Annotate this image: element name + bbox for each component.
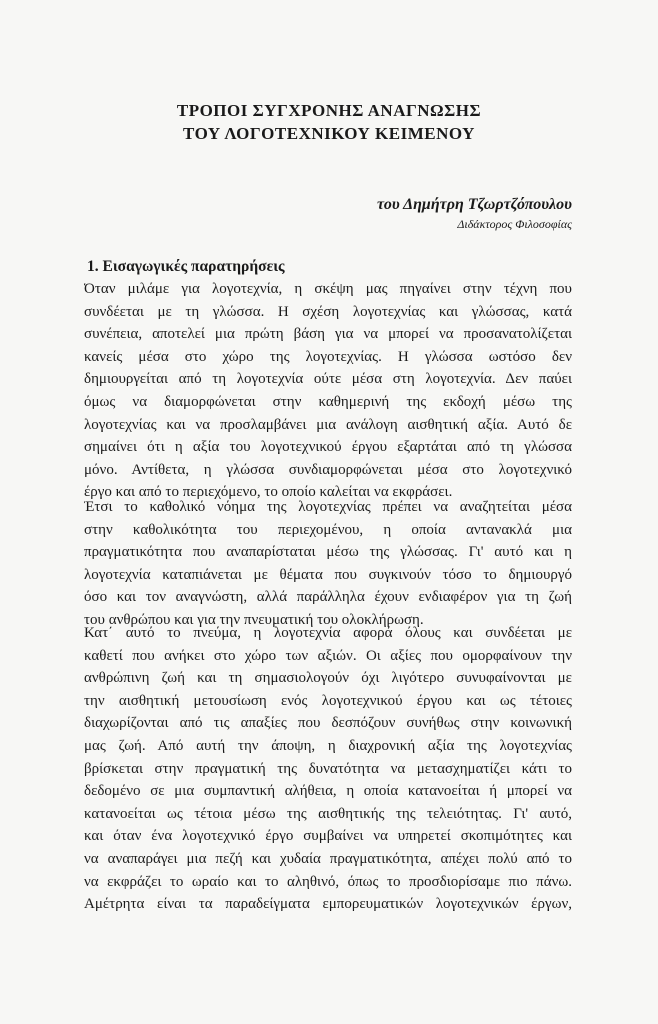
text-line: και όταν ένα λογοτεχνικό έργο συμβαίνει να υπηρετεί σκοπιμότητες και — [84, 828, 572, 845]
text-line: διαχωρίζονται από τις απαξίες που δεσπόζουν συνήθως στην κοινωνική — [84, 715, 572, 732]
text-line: βρίσκεται στην πραγματική της δυνατότητα να μετασχηματίζει κάτι το — [84, 760, 572, 777]
text-line: μας ζωή. Από αυτή την άποψη, η διαχρονική αξία της λογοτεχνίας — [84, 737, 572, 754]
text-line: Αμέτρητα είναι τα παραδείγματα εμπορευματικών λογοτεχνικών έργων, — [84, 896, 572, 913]
author-name: του Δημήτρη Τζωρτζόπουλου — [377, 196, 572, 213]
text-line: την αισθητική μετουσίωση ενός λογοτεχνικού έργου και ως τέτοιες — [84, 692, 572, 709]
text-line: έργο και από το περιεχόμενο, το οποίο καλείται να εκφράσει. — [84, 484, 453, 501]
text-line: Όταν μιλάμε για λογοτεχνία, η σκέψη μας πηγαίνει στην τέχνη που — [84, 281, 572, 297]
text-line: όσο και τον αναγνώστη, αλλά παράλληλα έχουν ενδιαφέρον για τη ζωή — [84, 589, 572, 606]
paragraph-3 — [84, 622, 572, 916]
text-line: συνέπεια, αποτελεί μια πρώτη βάση για να μπορεί να προσανατολίζεται — [84, 326, 572, 343]
text-line: κατανοείται ως τέτοια μέσω της αισθητικής της τελειότητας. Γι' αυτό, — [84, 805, 572, 822]
section-heading: 1. Εισαγωγικές παρατηρήσεις — [87, 258, 285, 275]
text-line: λογοτεχνίας και να προσλαμβάνει μια ανάλογη αισθητική αξία. Αυτό δε — [84, 416, 572, 433]
text-line: να αναπαράγει μια πεζή και χυδαία πραγματικότητα, απέχει πολύ από το — [84, 850, 572, 867]
text-line: λογοτεχνία καταπιάνεται με θέματα που συγκινούν τόσο το δημιουργό — [84, 566, 572, 583]
text-line: σημαίνει ότι η αξία του λογοτεχνικού έργου εξαρτάται από τη γλώσσα — [84, 439, 572, 456]
text-line: όμως να διαμορφώνεται στην καθημερινή της εκδοχή μέσω της — [84, 393, 572, 410]
text-line: του ανθρώπου και για την πνευματική του ολοκλήρωση. — [84, 611, 424, 628]
paragraph-2 — [84, 496, 572, 632]
author-affiliation: Διδάκτορος Φιλοσοφίας — [457, 217, 572, 231]
title-line-2: ΤΟΥ ΛΟΓΟΤΕΧΝΙΚΟΥ ΚΕΙΜΕΝΟΥ — [183, 124, 475, 143]
paragraph-1 — [84, 278, 572, 504]
text-line: Κατ΄ αυτό το πνεύμα, η λογοτεχνία αφορά όλους και συνδέεται με — [84, 625, 572, 641]
text-line: μόνο. Αντίθετα, η γλώσσα συνδιαμορφώνεται μέσα στο λογοτεχνικό — [84, 461, 572, 478]
text-line: καθετί που ανήκει στο χώρο των αξιών. Οι αξίες που ομορφαίνουν την — [84, 647, 572, 664]
text-line: στην καθολικότητα του περιεχομένου, η οποία αντανακλά μια — [84, 521, 572, 538]
text-line: δεδομένο σε μια συμπαντική αλήθεια, η οποία κατανοείται ή μπορεί να — [84, 783, 572, 800]
text-line: να εκφράζει το ωραίο και το αληθινό, όπως το προσδιορίσαμε πιο πάνω. — [84, 873, 572, 890]
text-line: συνδέεται με τη γλώσσα. Η σχέση λογοτεχνίας και γλώσσας, κατά — [84, 303, 572, 320]
text-line: δημιουργείται από τη λογοτεχνία ούτε μέσα στη λογοτεχνία. Δεν παύει — [84, 371, 572, 388]
text-line: Έτσι το καθολικό νόημα της λογοτεχνίας πρέπει να αναζητείται μέσα — [84, 499, 572, 515]
text-line: κανείς μέσα στο χώρο της λογοτεχνίας. Η γλώσσα ωστόσο δεν — [84, 348, 572, 365]
text-line: πραγματικότητα που αναπαρίσταται μέσω της γλώσσας. Γι' αυτό και η — [84, 544, 572, 561]
text-line: ανθρώπινη ζωή και τη σημασιολογούν όχι λιγότερο συνυφαίνονται με — [84, 670, 572, 687]
title-line-1: ΤΡΟΠΟΙ ΣΥΓΧΡΟΝΗΣ ΑΝΑΓΝΩΣΗΣ — [176, 101, 482, 120]
